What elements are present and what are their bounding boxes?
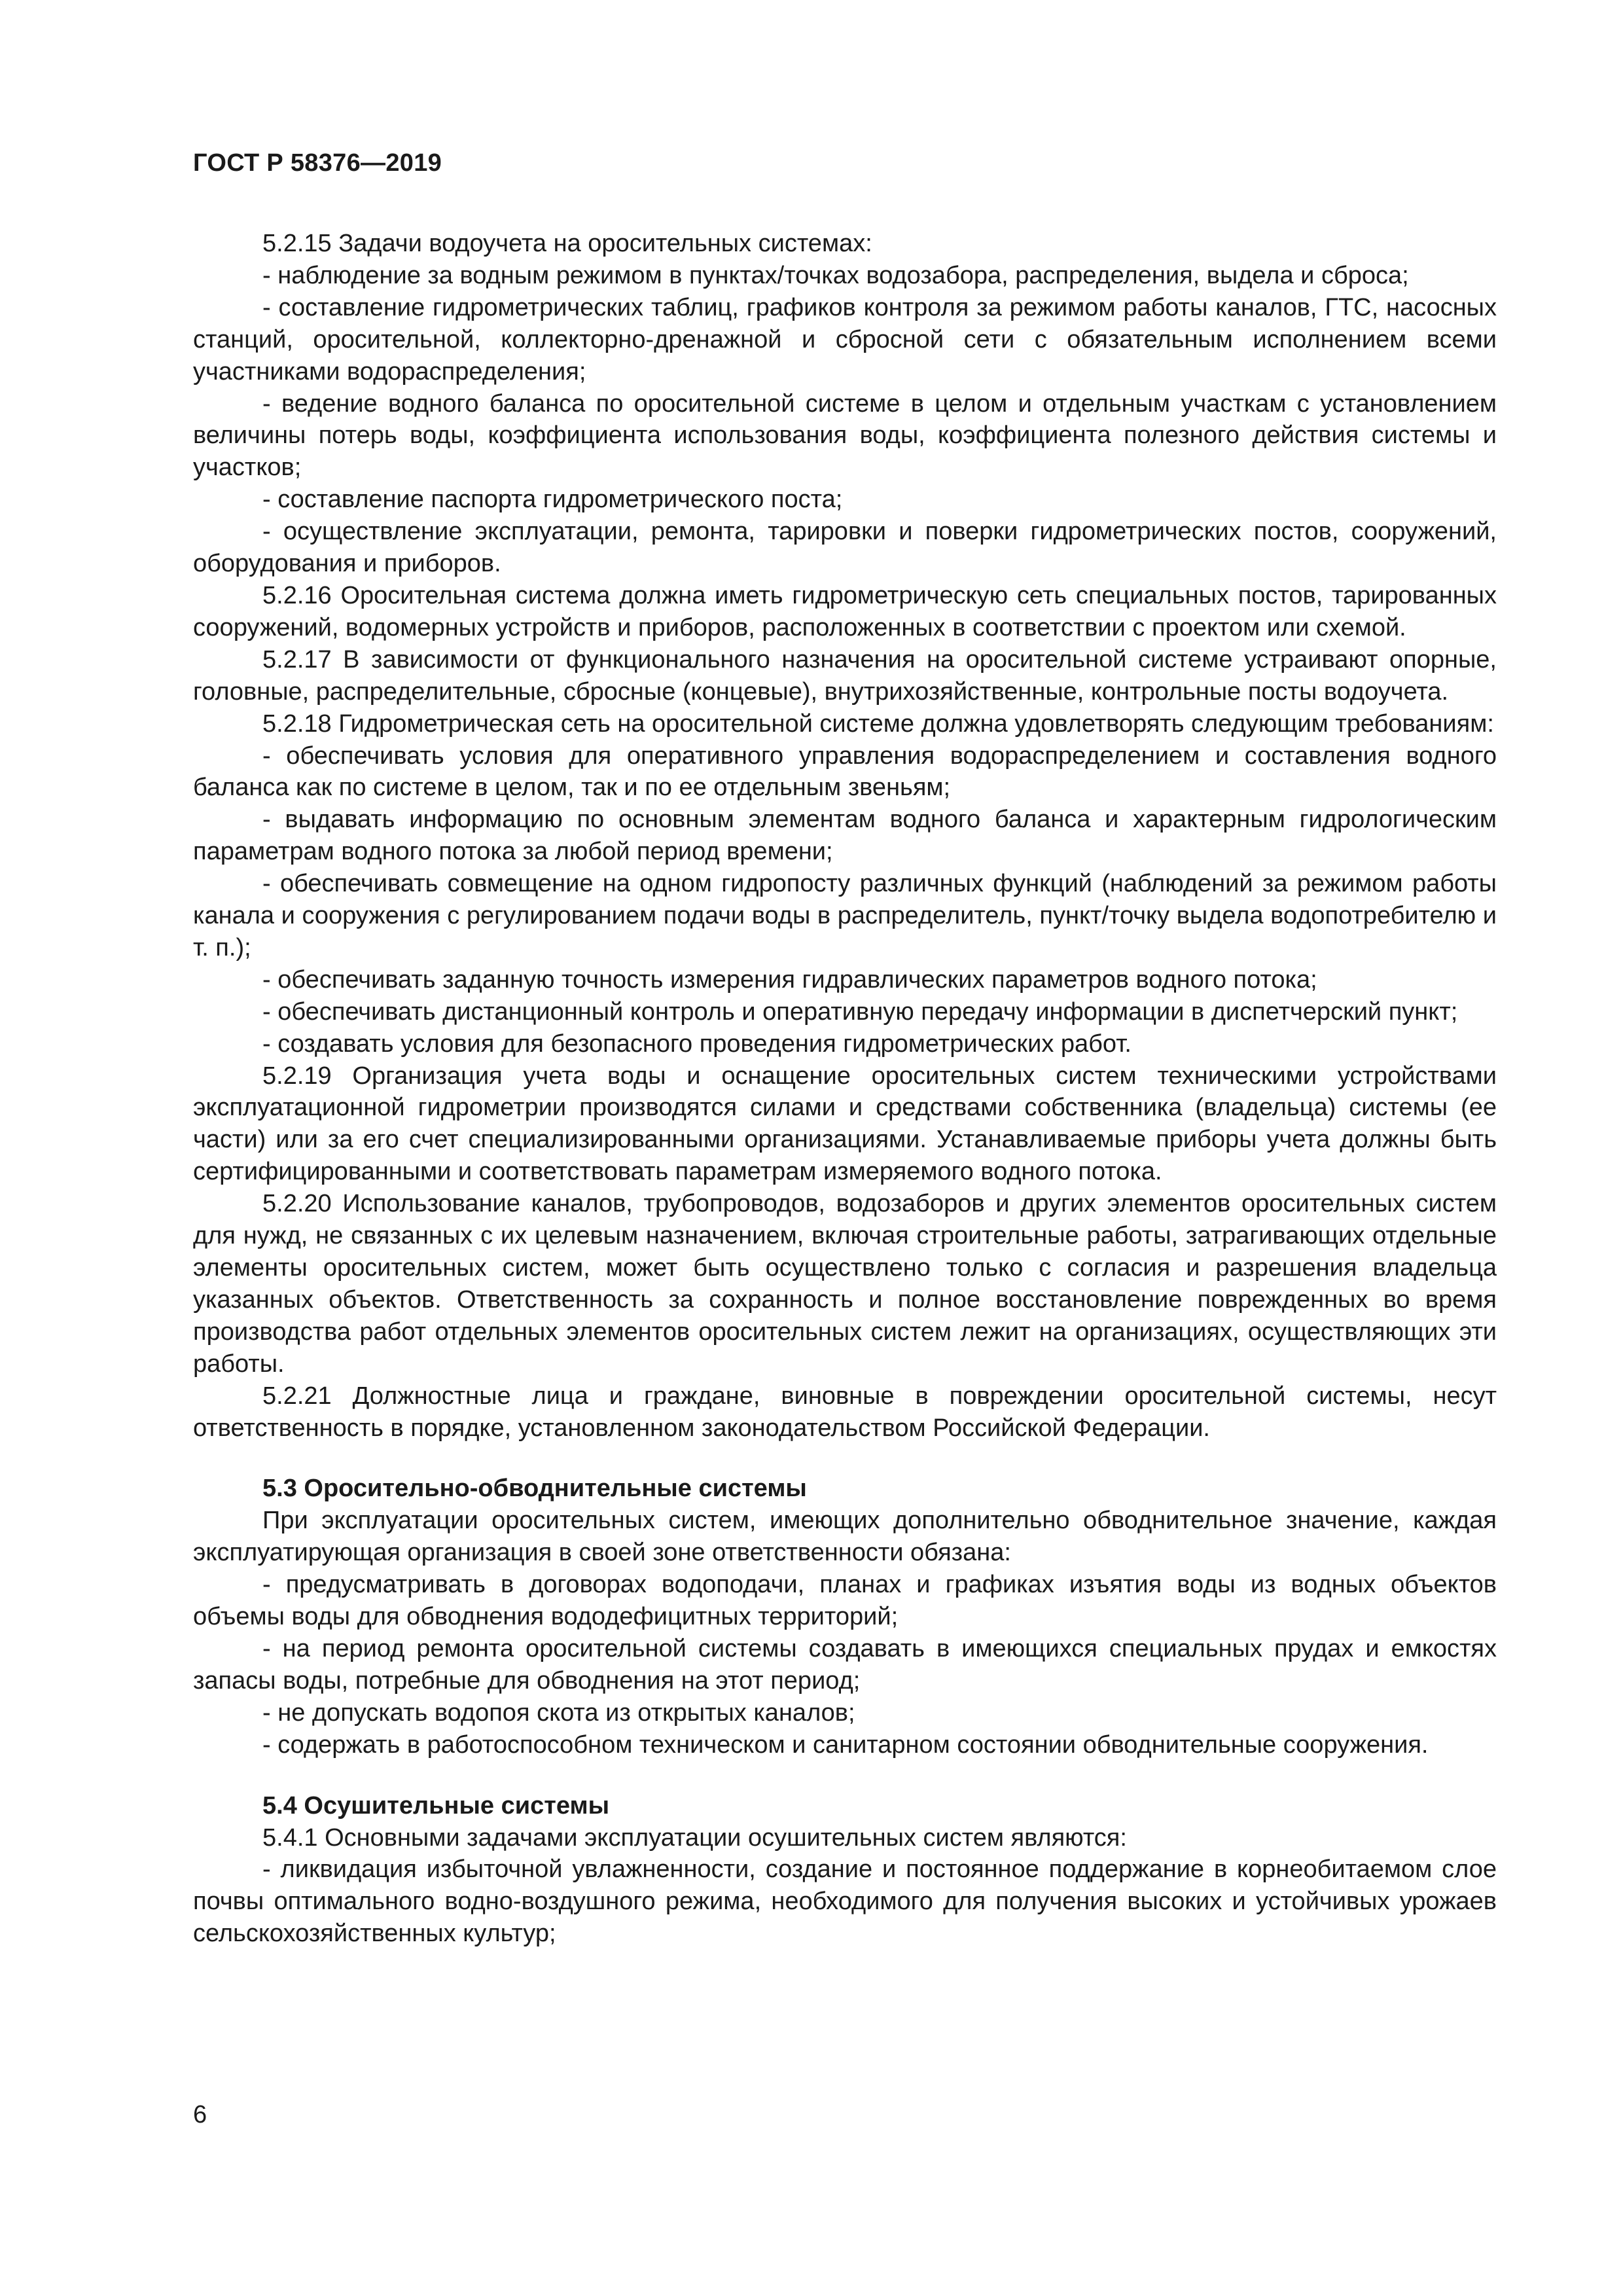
- paragraph: 5.2.21 Должностные лица и граждане, виновные в повреждении оросительной системы, несут ответственность в порядке, установленном законодательством Российской Федерации.: [193, 1382, 1497, 1442]
- list-item: - на период ремонта оросительной системы создавать в имеющихся специальных прудах и емкостях запасы воды, потребные для обводнения на этот период;: [193, 1634, 1497, 1695]
- list-item: - обеспечивать условия для оперативного управления водораспределением и составления водного баланса как по системе в целом, так и по ее отдельным звеньям;: [193, 742, 1497, 802]
- paragraph: 5.2.17 В зависимости от функционального назначения на оросительной системе устраивают опорные, головные, распределительные, сбросные (концевые), внутрихозяйственные, контрольные посты водоучета.: [193, 645, 1497, 706]
- paragraph: 5.2.19 Организация учета воды и оснащение оросительных систем техническими устройствами эксплуатационной гидрометрии производятся силами и средствами собственника (владельца) системы (ее части) или за его счет специализированными организациями. Устанавливаемые приборы учета должны быть сертифицированными и соответствовать параметрам измеряемого водного потока.: [193, 1062, 1497, 1186]
- list-item: - обеспечивать заданную точность измерения гидравлических параметров водного потока;: [262, 965, 1317, 994]
- list-item: - наблюдение за водным режимом в пунктах/точках водозабора, распределения, выдела и сброса;: [262, 261, 1409, 289]
- paragraph: 5.4.1 Основными задачами эксплуатации осушительных систем являются:: [262, 1823, 1127, 1852]
- list-item: - создавать условия для безопасного проведения гидрометрических работ.: [262, 1030, 1132, 1058]
- paragraph: 5.2.16 Оросительная система должна иметь гидрометрическую сеть специальных постов, тарированных сооружений, водомерных устройств и приборов, расположенных в соответствии с проектом или схемой.: [193, 581, 1497, 641]
- list-item: - содержать в работоспособном техническом и санитарном состоянии обводнительные сооружения.: [262, 1731, 1429, 1759]
- list-item: - составление паспорта гидрометрического поста;: [262, 486, 843, 514]
- list-item: - составление гидрометрических таблиц, графиков контроля за режимом работы каналов, ГТС, насосных станций, оросительной, коллекторно-дренажной и сбросной сети с обязательным исполнением всеми участниками водораспределения;: [193, 293, 1497, 386]
- list-item: - выдавать информацию по основным элементам водного баланса и характерным гидрологическим параметрам водного потока за любой период времени;: [193, 806, 1497, 866]
- section-heading: 5.4 Осушительные системы: [262, 1791, 610, 1820]
- list-item: - обеспечивать совмещение на одном гидропосту различных функций (наблюдений за режимом работы канала и сооружения с регулированием подачи воды в распределитель, пункт/точку выдела водопотребителю и т. п.);: [193, 870, 1497, 961]
- list-item: - ведение водного баланса по оросительной системе в целом и отдельным участкам с установлением величины потерь воды, коэффициента использования воды, коэффициента полезного действия системы и участков;: [193, 389, 1497, 482]
- paragraph: При эксплуатации оросительных систем, имеющих дополнительно обводнительное значение, каждая эксплуатирующая организация в своей зоне ответственности обязана:: [193, 1507, 1497, 1567]
- paragraph: 5.2.18 Гидрометрическая сеть на оросительной системе должна удовлетворять следующим требованиям:: [262, 709, 1494, 738]
- list-item: - ликвидация избыточной увлажненности, создание и постоянное поддержание в корнеобитаемом слое почвы оптимального водно-воздушного режима, необходимого для получения высоких и устойчивых урожаев сельскохозяйственных культур;: [193, 1856, 1497, 1948]
- paragraph: 5.2.20 Использование каналов, трубопроводов, водозаборов и других элементов оросительных систем для нужд, не связанных с их целевым назначением, включая строительные работы, затрагивающих отдельные элементы оросительных систем, может быть осуществлено только с согласия и разрешения владельца указанных объектов. Ответственность за сохранность и полное восстановление поврежденных во время производства работ отдельных элементов оросительных систем лежит на организациях, осуществляющих эти работы.: [193, 1190, 1497, 1378]
- section-heading: 5.3 Оросительно-обводнительные системы: [262, 1475, 807, 1503]
- list-item: - обеспечивать дистанционный контроль и оперативную передачу информации в диспетчерский пункт;: [262, 997, 1458, 1026]
- list-item: - осуществление эксплуатации, ремонта, тарировки и поверки гидрометрических постов, сооружений, оборудования и приборов.: [193, 518, 1497, 578]
- list-item: - предусматривать в договорах водоподачи, планах и графиках изъятия воды из водных объектов объемы воды для обводнения вододефицитных территорий;: [193, 1571, 1497, 1631]
- page-number: 6: [193, 2101, 207, 2128]
- list-item: - не допускать водопоя скота из открытых каналов;: [262, 1698, 855, 1727]
- document-header: ГОСТ Р 58376—2019: [193, 149, 442, 177]
- document-body: [193, 228, 1497, 1950]
- paragraph: 5.2.15 Задачи водоучета на оросительных системах:: [262, 230, 872, 257]
